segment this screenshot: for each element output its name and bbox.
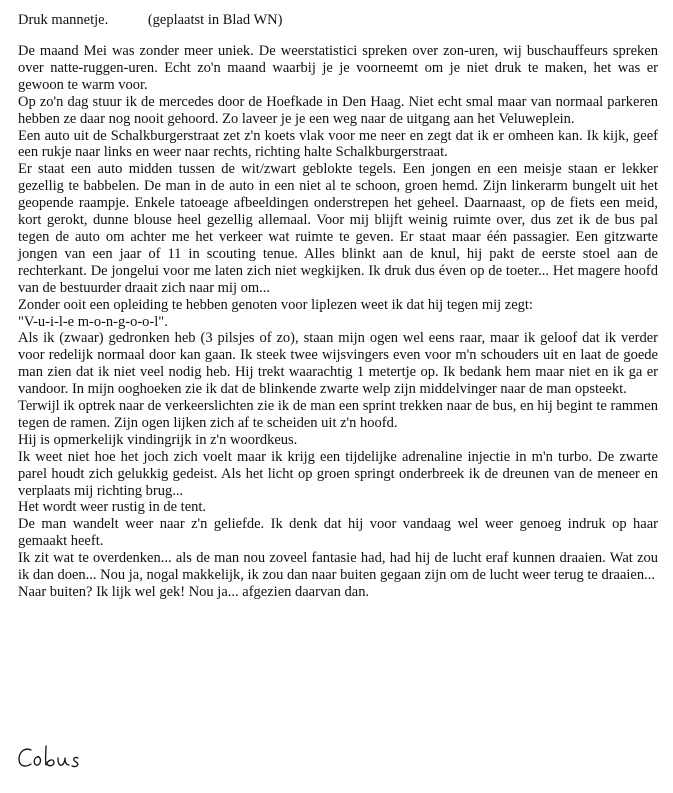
quoted-line: "V-u-i-l-e m-o-n-g-o-o-l". (18, 313, 168, 330)
story-body (18, 43, 658, 601)
paragraph: Ik weet niet hoe het joch zich voelt maar ik krijg een tijdelijke adrenaline injectie in m'n turbo. De zwarte parel houdt zich gelukkig gedeist. Als het licht op groen springt onderbreek ik de dreunen van de meneer en verplaats mij richting brug... (18, 448, 658, 499)
paragraph: De man wandelt weer naar z'n geliefde. Ik denk dat hij voor vandaag wel weer genoeg indruk op haar gemaakt heeft. (18, 516, 658, 550)
paragraph: Het wordt weer rustig in de tent. (18, 499, 207, 516)
paragraph: Op zo'n dag stuur ik de mercedes door de Hoefkade in Den Haag. Niet echt smal maar van normaal parkeren hebben ze daar nog nooit gehoord. Zo laveer je je een weg naar de uitgang aan het Veluweplein. (18, 93, 658, 127)
handwritten-signature (16, 741, 100, 775)
closing-line: Naar buiten? Ik lijk wel gek! Nou ja... afgezien daarvan dan. (18, 584, 370, 600)
document-title: Druk mannetje. (18, 12, 109, 28)
publication-note: (geplaatst in Blad WN) (147, 12, 283, 28)
paragraph: Er staat een auto midden tussen de wit/zwart geblokte tegels. Een jongen en een meisje staan er lekker gezellig te babbelen. De man in de auto in een niet al te schoon, groen hemd. Zijn linkerarm bungelt uit het geopende raampje. Enkele tatoeage afbeeldingen onderstrepen het geheel. Daarnaast, op de fiets een meid, kort gerokt, dunne blouse heel gezellig allemaal. Voor mij blijft weinig ruimte over, dus zet ik de bus pal tegen de auto om achter me het verkeer wat ruimte te geven. Er staat maar één passagier. Een gitzwarte jongen van een jaar of 11 in scouting tenue. Alles blinkt aan de knul, hij pakt de eerste stoel aan de rechterkant. De jongelui voor me laten zich niet wegkijken. Ik druk dus éven op de toeter... Het magere hoofd van de bestuurder draait zich naar mij om... (18, 161, 658, 296)
document-page (18, 12, 658, 601)
paragraph: Zonder ooit een opleiding te hebben genoten voor liplezen weet ik dat hij tegen mij zegt: (18, 296, 533, 313)
paragraph: Als ik (zwaar) gedronken heb (3 pilsjes of zo), staan mijn ogen wel eens raar, maar ik geloof dat ik verder voor redelijk normaal door kan gaan. Ik steek twee wijsvingers even voor m'n schouders uit en laat de goede man zien dat ik niet veel nodig heb. Hij trekt waarachtig 1 metertje op. Ik bedank hem maar niet en ik ga er vandoor. In mijn ooghoeken zie ik dat de blinkende zwarte welp zijn middelvinger naar de man opsteekt. (18, 330, 658, 398)
paragraph: Ik zit wat te overdenken... als de man nou zoveel fantasie had, had hij de lucht eraf kunnen draaien. Wat zou ik dan doen... Nou ja, nogal makkelijk, ik zou dan naar buiten gegaan zijn om de lucht weer terug te draaien... (18, 550, 658, 584)
document-header (18, 12, 658, 32)
paragraph: Een auto uit de Schalkburgerstraat zet z'n koets vlak voor me neer en zegt dat ik er omheen kan. Ik kijk, geef een rukje naar links en weer naar rechts, richting halte Schalkburgerstraat. (18, 127, 658, 161)
paragraph: De maand Mei was zonder meer uniek. De weerstatistici spreken over zon-uren, wij buschauffeurs spreken over natte-ruggen-uren. Echt zo'n maand waarbij je je voorneemt om je niet druk te maken, het was er gewoon te warm voor. (18, 43, 658, 93)
paragraph: Hij is opmerkelijk vindingrijk in z'n woordkeus. (18, 431, 298, 448)
paragraph: Terwijl ik optrek naar de verkeerslichten zie ik de man een sprint trekken naar de bus, en hij begint te rammen tegen de ramen. Zijn ogen lijken zich af te scheiden uit z'n hoofd. (18, 398, 658, 431)
